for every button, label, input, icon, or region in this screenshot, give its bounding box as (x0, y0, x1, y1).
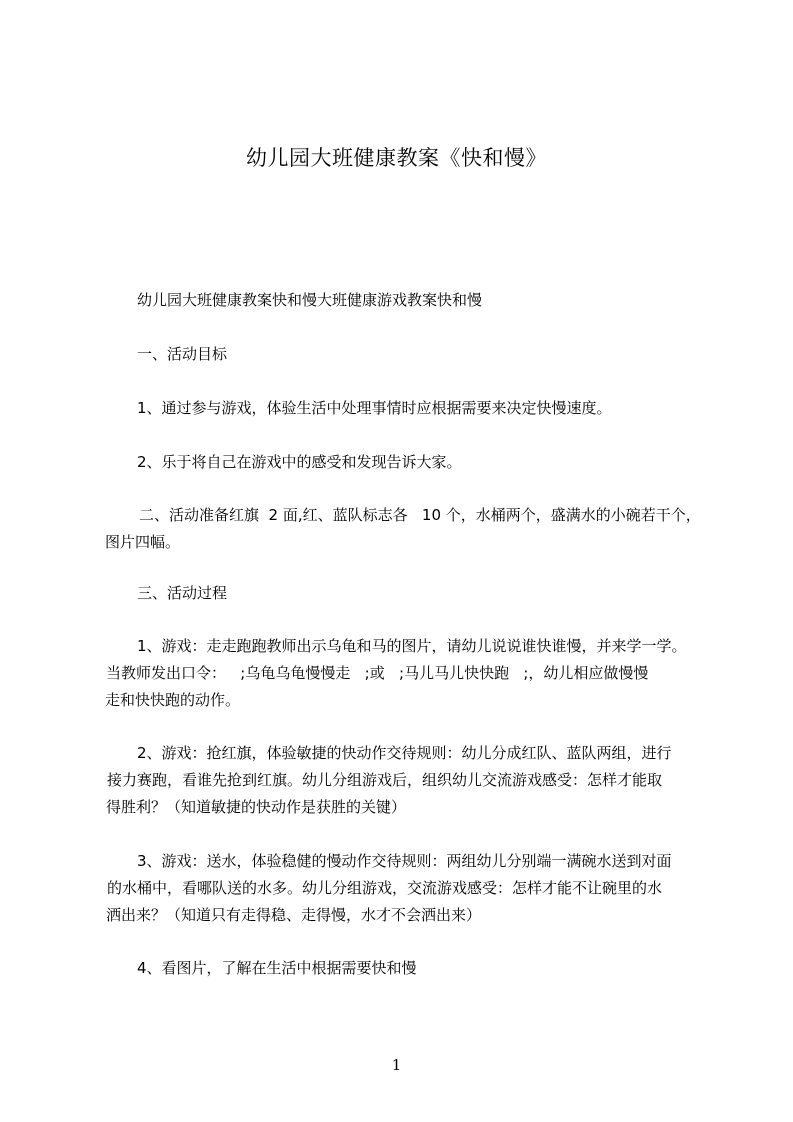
section-heading-goals: 一、活动目标 (137, 345, 228, 363)
step3-line-3: 洒出来？（知道只有走得稳、走得慢，水才不会洒出来） (106, 906, 482, 924)
goal-item-1: 1、通过参与游戏，体验生活中处理事情时应根据需要来决定快慢速度。 (137, 399, 612, 417)
step2-line-1: 2、游戏：抢红旗，体验敏捷的快动作交待规则：幼儿分成红队、蓝队两组，进行 (137, 744, 672, 762)
page-number: 1 (391, 1056, 402, 1074)
goal-item-2: 2、乐于将自己在游戏中的感受和发现告诉大家。 (137, 453, 462, 471)
step4-line: 4、看图片，了解在生活中根据需要快和慢 (137, 959, 417, 977)
step1-line-2: 当教师发出口令： ;乌龟乌龟慢慢走 ;或 ;马儿马儿快快跑 ;，幼儿相应做慢慢 (106, 664, 649, 682)
step1-line-1: 1、游戏：走走跑跑教师出示乌龟和马的图片，请幼儿说说谁快谁慢，并来学一学。 (137, 637, 687, 655)
step2-line-2: 接力赛跑，看谁先抢到红旗。幼儿分组游戏后，组织幼儿交流游戏感受：怎样才能取 (107, 771, 663, 789)
document-subtitle: 幼儿园大班健康教案快和慢大班健康游戏教案快和慢 (137, 291, 483, 309)
step2-line-3: 得胜利？（知道敏捷的快动作是获胜的关键） (106, 798, 407, 816)
step1-line-3: 走和快快跑的动作。 (105, 691, 241, 709)
preparation-line-1: 二、活动准备红旗 2 面,红、蓝队标志各 10 个，水桶两个，盛满水的小碗若干个， (139, 506, 701, 524)
preparation-line-2: 图片四幅。 (105, 533, 181, 551)
document-title: 幼儿园大班健康教案《快和慢》 (246, 146, 547, 170)
section-heading-process: 三、活动过程 (137, 584, 228, 602)
step3-line-2: 的水桶中，看哪队送的水多。幼儿分组游戏，交流游戏感受：怎样才能不让碗里的水 (107, 879, 663, 897)
step3-line-1: 3、游戏：送水，体验稳健的慢动作交待规则：两组幼儿分别端一满碗水送到对面 (137, 852, 672, 870)
